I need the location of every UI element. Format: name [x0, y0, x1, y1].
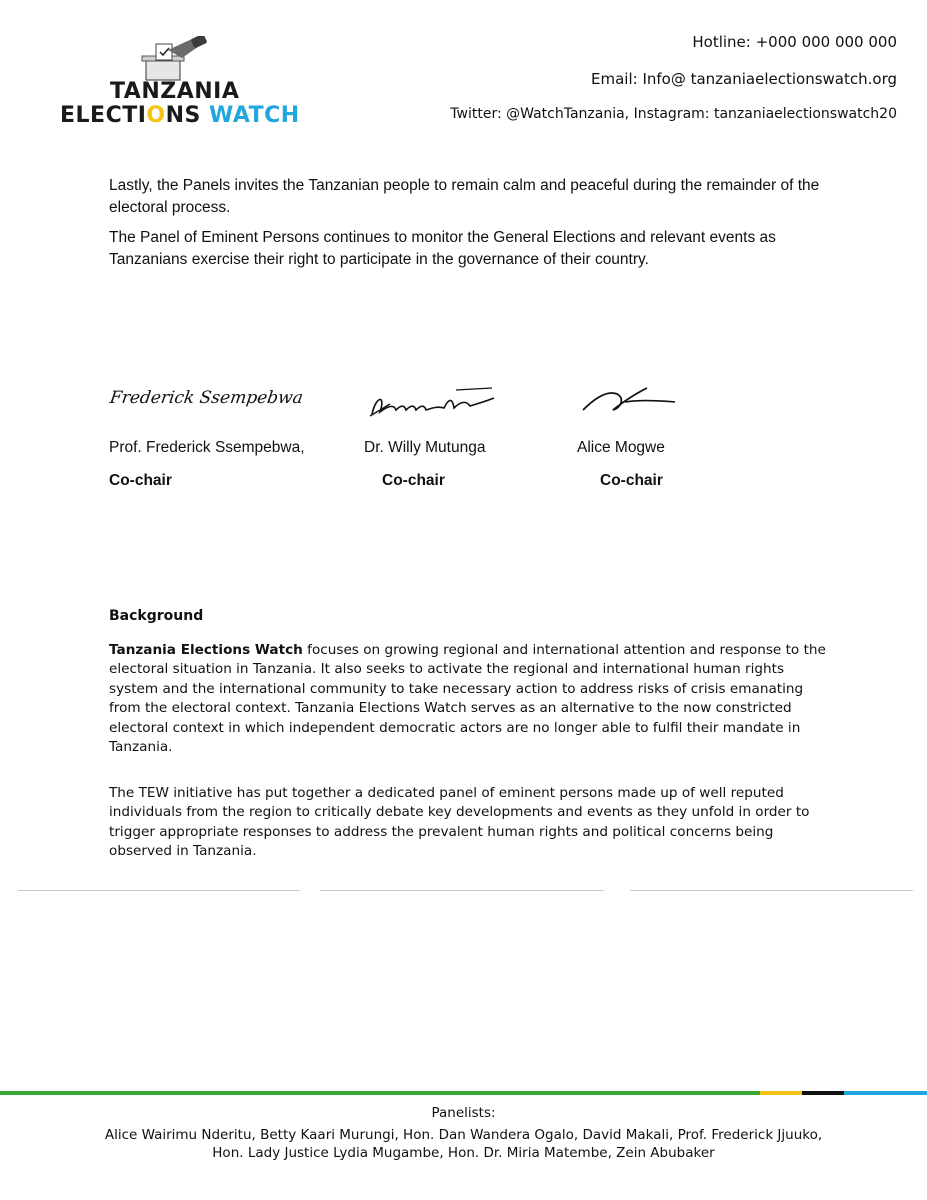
- background-paragraph: The TEW initiative has put together a dedicated panel of eminent persons made up of well reputed individuals from the region to critically debate key developments and events as they unfold in order to trigger appropriate responses to address the prevalent human rights and political concerns being observed in Tanzania.: [109, 785, 810, 860]
- divider: [630, 890, 913, 891]
- signature-ssempebwa: Frederick Ssempebwa: [108, 388, 305, 408]
- logo-text-part: O: [146, 103, 166, 128]
- signatory-name: Dr. Willy Mutunga: [364, 439, 486, 456]
- hotline-text: Hotline: +000 000 000 000: [692, 33, 897, 51]
- signature-mutunga: [366, 386, 501, 422]
- divider: [18, 890, 300, 891]
- signature-mogwe: [581, 384, 681, 416]
- background-paragraph: [109, 641, 829, 757]
- footer-panelists-line: Hon. Lady Justice Lydia Mugambe, Hon. Dr. Miria Matembe, Zein Abubaker: [212, 1145, 715, 1161]
- background-paragraph-text: focuses on growing regional and international attention and response to the electoral situation in Tanzania. It also seeks to activate the regional and international human rights system and the international community to take necessary action to address risks of crisis emanating from the electoral context. Tanzania Elections Watch serves as an alternative to the now constricted electoral context in which independent democratic actors are no longer able to fulfil their mandate in Tanzania.: [109, 642, 826, 756]
- logo-text-part: NS: [165, 103, 201, 128]
- footer-bar-yellow: [760, 1091, 802, 1095]
- social-media-text: Twitter: @WatchTanzania, Instagram: tanzaniaelectionswatch20: [450, 106, 897, 122]
- footer-color-bar: [0, 1091, 927, 1095]
- tanzania-elections-watch-logo: [58, 36, 298, 136]
- footer-bar-green: [0, 1091, 760, 1095]
- email-text: Email: Info@ tanzaniaelectionswatch.org: [591, 70, 897, 88]
- body-paragraph: The Panel of Eminent Persons continues to monitor the General Elections and relevant events as Tanzanians exercise their right to participate in the governance of their country.: [109, 229, 776, 268]
- organization-name: Tanzania Elections Watch: [109, 642, 303, 658]
- logo-text-tanzania: TANZANIA: [110, 79, 240, 104]
- ballot-box-hand-icon: [132, 36, 224, 82]
- logo-text-elections-watch: [60, 103, 300, 128]
- logo-text-part: WATCH: [200, 103, 300, 128]
- footer-panelists-title: Panelists:: [431, 1105, 496, 1121]
- divider: [320, 890, 604, 891]
- logo-text-part: ELECTI: [60, 103, 147, 128]
- footer-panelists-line: Alice Wairimu Nderitu, Betty Kaari Murungi, Hon. Dan Wandera Ogalo, David Makali, Prof. Frederick Jjuuko,: [104, 1127, 823, 1143]
- footer-bar-blue: [844, 1091, 927, 1095]
- signatory-name: Prof. Frederick Ssempebwa,: [109, 439, 305, 456]
- footer-bar-black: [802, 1091, 844, 1095]
- signatory-role: Co-chair: [382, 472, 445, 489]
- signatory-role: Co-chair: [600, 472, 663, 489]
- signatory-name: Alice Mogwe: [577, 439, 665, 456]
- background-heading: Background: [109, 608, 204, 624]
- body-paragraph: Lastly, the Panels invites the Tanzanian people to remain calm and peaceful during the remainder of the electoral process.: [109, 177, 820, 216]
- signatory-role: Co-chair: [109, 472, 172, 489]
